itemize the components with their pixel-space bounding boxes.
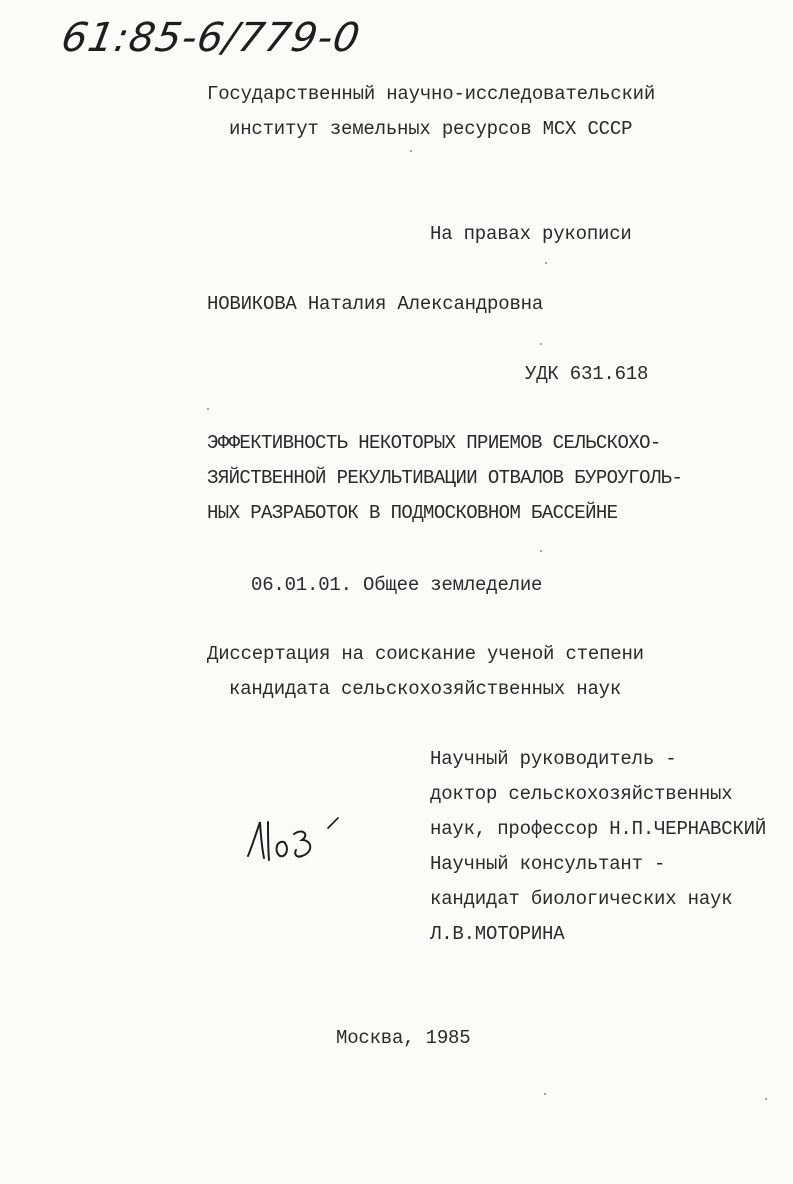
scan-speck [540,550,542,552]
scan-speck [540,343,542,345]
handwritten-signature [238,808,358,878]
dissertation-line-2: кандидата сельскохозяйственных наук [229,678,622,700]
advisor-line-2: доктор сельскохозяйственных [430,783,733,805]
institution-line-1: Государственный научно-исследовательский [207,83,656,105]
advisor-line-5: кандидат биологических наук [430,888,733,910]
advisor-line-1: Научный руководитель - [430,748,677,770]
scan-speck [410,150,412,152]
scan-speck [207,408,209,410]
handwritten-archive-number: 61:85-6/779-0 [57,15,364,61]
thesis-title-line-1: ЭФФЕКТИВНОСТЬ НЕКОТОРЫХ ПРИЕМОВ СЕЛЬСКОХО- [207,432,661,454]
advisor-line-4: Научный консультант - [430,853,666,875]
scan-speck [765,1098,767,1100]
advisor-line-6: Л.В.МОТОРИНА [430,923,565,945]
thesis-title-line-3: НЫХ РАЗРАБОТОК В ПОДМОСКОВНОМ БАССЕЙНЕ [207,502,618,524]
thesis-title-line-2: ЗЯЙСТВЕННОЙ РЕКУЛЬТИВАЦИИ ОТВАЛОВ БУРОУГОЛЬ- [207,467,683,489]
advisor-line-3: наук, профессор Н.П.ЧЕРНАВСКИЙ [430,818,767,840]
place-and-year: Москва, 1985 [336,1027,471,1049]
author-name: НОВИКОВА Наталия Александровна [207,293,544,315]
dissertation-line-1: Диссертация на соискание ученой степени [207,643,644,665]
institution-line-2: институт земельных ресурсов МСХ СССР [229,118,633,140]
scan-speck [544,1093,546,1095]
udc-code: УДК 631.618 [525,363,649,385]
manuscript-rights-note: На правах рукописи [430,223,632,245]
specialty-code: 06.01.01. Общее земледелие [251,574,543,596]
scan-speck [545,262,547,264]
